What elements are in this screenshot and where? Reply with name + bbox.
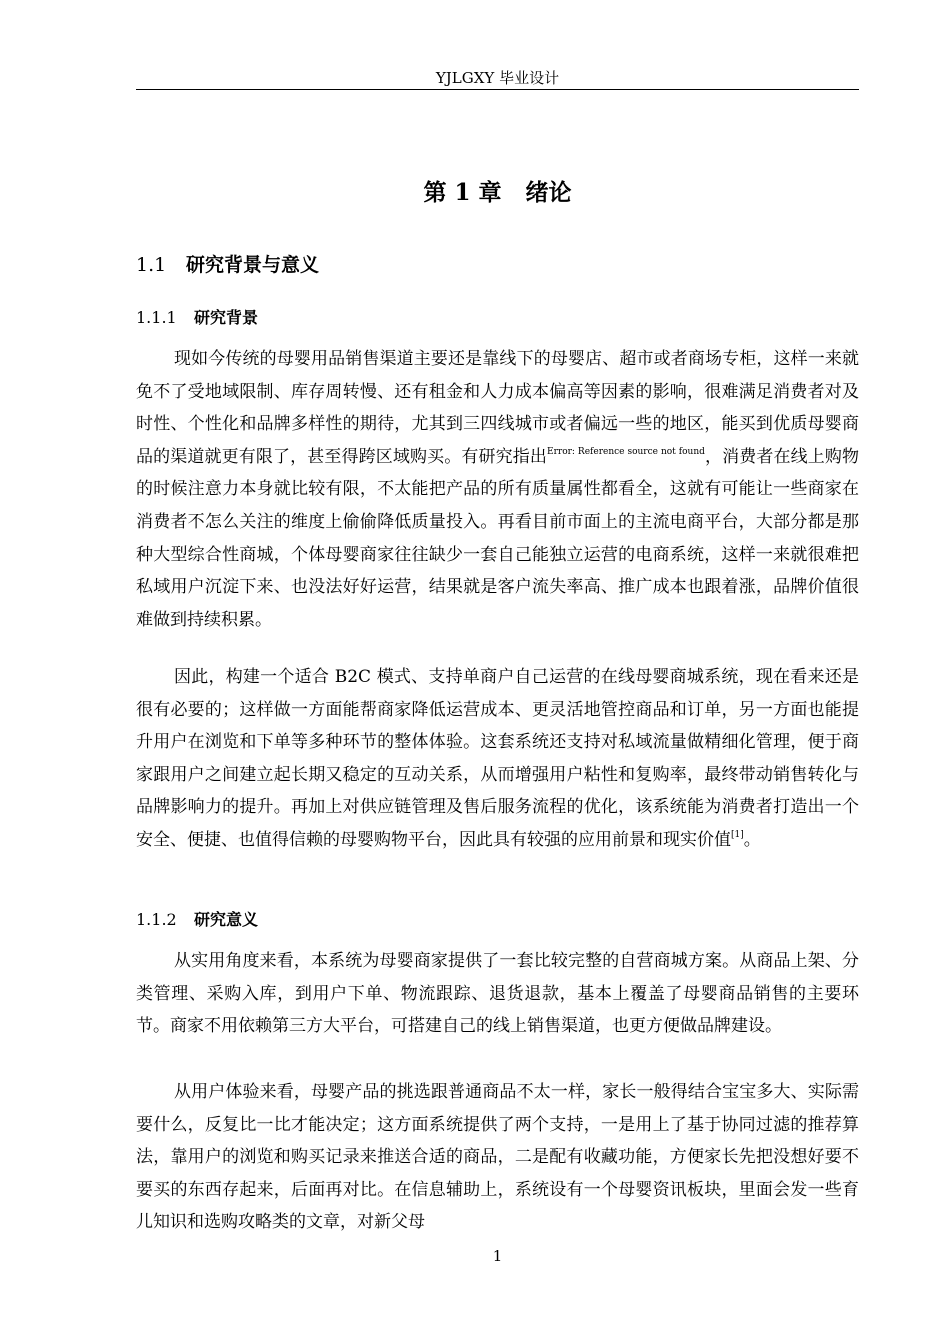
subsection-heading-1-1-2 bbox=[136, 909, 258, 931]
running-header: YJLGXY 毕业设计 bbox=[435, 69, 560, 87]
subsection-number: 1.1.2 bbox=[136, 910, 177, 929]
subsection-title: 研究背景 bbox=[194, 308, 259, 327]
section-title: 研究背景与意义 bbox=[186, 254, 320, 276]
reference-error: Error: Reference source not found bbox=[547, 446, 705, 457]
subsection-heading-1-1-1 bbox=[136, 307, 258, 329]
paragraph-background-2: 因此，构建一个适合 B2C 模式、支持单商户自己运营的在线母婴商城系统，现在看来还是很有必要的；这样做一方面能帮商家降低运营成本、更灵活地管控商品和订单，另一方面也能提升用户在浏览和下单等多种环节的整体体验。这套系统还支持对私域流量做精细化管理，便于商家跟用户之间建立起长期又稳定的互动关系，从而增强用户粘性和复购率，最终带动销售转化与品牌影响力的提升。再加上对供应链管理及售后服务流程的优化，该系统能为消费者打造出一个安全、便捷、也值得信赖的母婴购物平台，因此具有较强的应用前景和现实价值[1]。 bbox=[136, 667, 859, 850]
paragraph-significance-1: 从实用角度来看，本系统为母婴商家提供了一套比较完整的自营商城方案。从商品上架、分类管理、采购入库，到用户下单、物流跟踪、退货退款，基本上覆盖了母婴商品销售的主要环节。商家不用依赖第三方大平台，可搭建自己的线上销售渠道，也更方便做品牌建设。 bbox=[136, 951, 859, 1037]
chapter-name: 绪论 bbox=[525, 179, 572, 206]
page-number: 1 bbox=[492, 1247, 503, 1265]
citation-marker: [1] bbox=[731, 829, 744, 840]
section-heading-1-1 bbox=[136, 252, 319, 278]
subsection-title: 研究意义 bbox=[194, 910, 259, 929]
section-number: 1.1 bbox=[136, 254, 167, 276]
paragraph-significance-2: 从用户体验来看，母婴产品的挑选跟普通商品不太一样，家长一般得结合宝宝多大、实际需要什么，反复比一比才能决定；这方面系统提供了两个支持，一是用上了基于协同过滤的推荐算法，靠用户的浏览和购买记录来推送合适的商品，二是配有收藏功能，方便家长先把没想好要不要买的东西存起来，后面再对比。在信息辅助上，系统设有一个母婴资讯板块，里面会发一些育儿知识和选购攻略类的文章，对新父母 bbox=[136, 1082, 859, 1233]
chapter-number: 第 1 章 bbox=[423, 179, 502, 206]
paragraph-background-1: 现如今传统的母婴用品销售渠道主要还是靠线下的母婴店、超市或者商场专柜，这样一来就免不了受地域限制、库存周转慢、还有租金和人力成本偏高等因素的影响，很难满足消费者对及时性、个性化和品牌多样性的期待，尤其到三四线城市或者偏远一些的地区，能买到优质母婴商品的渠道就更有限了，甚至得跨区域购买。有研究指出$^{Error: Reference source not found}$，消费者在线上购物的时候注意力本身就比较有限，不太能把产品的所有质量属性都看全，这就有可能让一些商家在消费者不怎么关注的维度上偷偷降低质量投入。再看目前市面上的主流电商平台，大部分都是那种大型综合性商城，个体母婴商家往往缺少一套自己能独立运营的电商系统，这样一来就很难把私域用户沉淀下来、也没法好好运营，结果就是客户流失率高、推广成本也跟着涨，品牌价值很难做到持续积累。 bbox=[136, 349, 860, 630]
subsection-number: 1.1.1 bbox=[136, 308, 177, 327]
header-rule bbox=[136, 89, 859, 90]
chapter-title bbox=[136, 178, 859, 208]
